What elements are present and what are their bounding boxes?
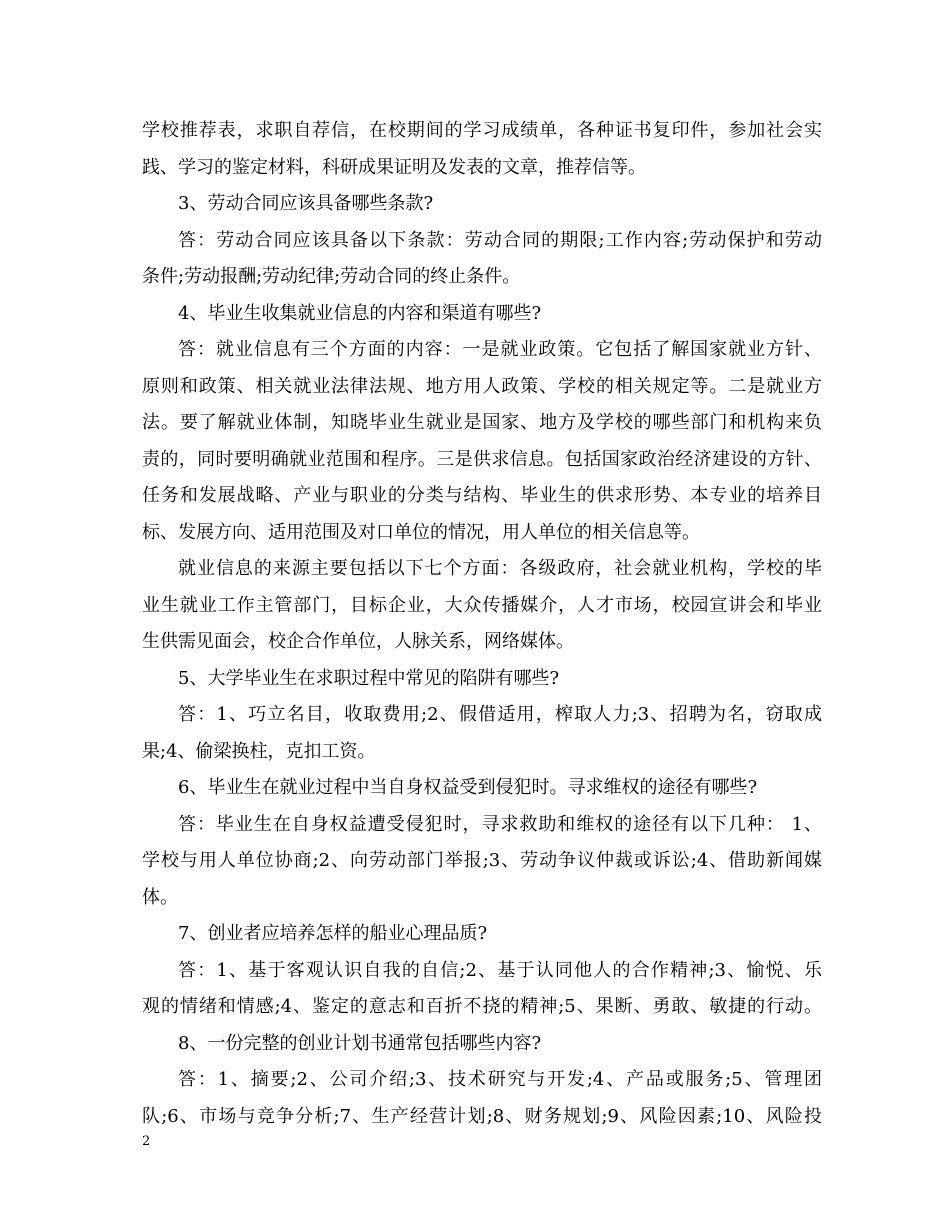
text-line: 队;6、市场与竞争分析;7、生产经营计划;8、财务规划;9、风险因素;10、风险投 bbox=[142, 1105, 822, 1127]
text-line: 就业信息的来源主要包括以下七个方面：各级政府，社会就业机构，学校的毕 bbox=[178, 558, 822, 579]
text-line: 3、劳动合同应该具备哪些条款? bbox=[178, 193, 434, 214]
text-line: 答：毕业生在自身权益遭受侵犯时，寻求救助和维权的途径有以下几种： 1、 bbox=[178, 813, 822, 835]
text-line: 8、一份完整的创业计划书通常包括哪些内容? bbox=[178, 1032, 542, 1054]
text-line: 答：1、巧立名目，收取费用;2、假借适用，榨取人力;3、招聘为名，窃取成 bbox=[178, 704, 822, 725]
document-body bbox=[142, 113, 822, 1135]
text-line: 答：就业信息有三个方面的内容：一是就业政策。它包括了解国家就业方针、 bbox=[178, 339, 822, 360]
text-line: 体。 bbox=[142, 886, 178, 908]
text-line: 生供需见面会，校企合作单位，人脉关系，网络媒体。 bbox=[142, 631, 574, 652]
text-line: 责的，同时要明确就业范围和程序。三是供求信息。包括国家政治经济建设的方针、 bbox=[142, 448, 822, 470]
text-line: 标、发展方向、适用范围及对口单位的情况，用人单位的相关信息等。 bbox=[142, 521, 700, 543]
text-line: 法。要了解就业体制，知晓毕业生就业是国家、地方及学校的哪些部门和机构来负 bbox=[142, 412, 822, 433]
text-line: 7、创业者应培养怎样的船业心理品质? bbox=[178, 923, 488, 944]
text-line: 业生就业工作主管部门，目标企业，大众传播媒介，人才市场，校园宣讲会和毕业 bbox=[142, 594, 822, 616]
text-line: 学校与用人单位协商;2、向劳动部门举报;3、劳动争议仲裁或诉讼;4、借助新闻媒 bbox=[142, 850, 822, 871]
text-line: 条件;劳动报酬;劳动纪律;劳动合同的终止条件。 bbox=[142, 266, 521, 287]
text-line: 果;4、偷梁换柱，克扣工资。 bbox=[142, 740, 376, 762]
page-number: 2 bbox=[142, 1134, 151, 1149]
text-line: 答：1、基于客观认识自我的自信;2、基于认同他人的合作精神;3、愉悦、乐 bbox=[178, 959, 822, 981]
text-line: 原则和政策、相关就业法律法规、地方用人政策、学校的相关规定等。二是就业方 bbox=[142, 375, 822, 397]
text-line: 6、毕业生在就业过程中当自身权益受到侵犯时。寻求维权的途径有哪些? bbox=[178, 777, 758, 798]
text-line: 答：1、摘要;2、公司介绍;3、技术研究与开发;4、产品或服务;5、管理团 bbox=[178, 1069, 822, 1090]
text-line: 践、学习的鉴定材料，科研成果证明及发表的文章，推荐信等。 bbox=[142, 156, 646, 178]
text-line: 4、毕业生收集就业信息的内容和渠道有哪些? bbox=[178, 302, 542, 324]
text-line: 5、大学毕业生在求职过程中常见的陷阱有哪些? bbox=[178, 667, 560, 689]
text-line: 学校推荐表，求职自荐信，在校期间的学习成绩单，各种证书复印件，参加社会实 bbox=[142, 120, 822, 141]
text-line: 任务和发展战略、产业与职业的分类与结构、毕业生的供求形势、本专业的培养目 bbox=[142, 485, 822, 506]
text-line: 观的情绪和情感;4、鉴定的意志和百折不挠的精神;5、果断、勇敢、敏捷的行动。 bbox=[142, 996, 822, 1017]
text-line: 答：劳动合同应该具备以下条款：劳动合同的期限;工作内容;劳动保护和劳动 bbox=[178, 229, 822, 251]
